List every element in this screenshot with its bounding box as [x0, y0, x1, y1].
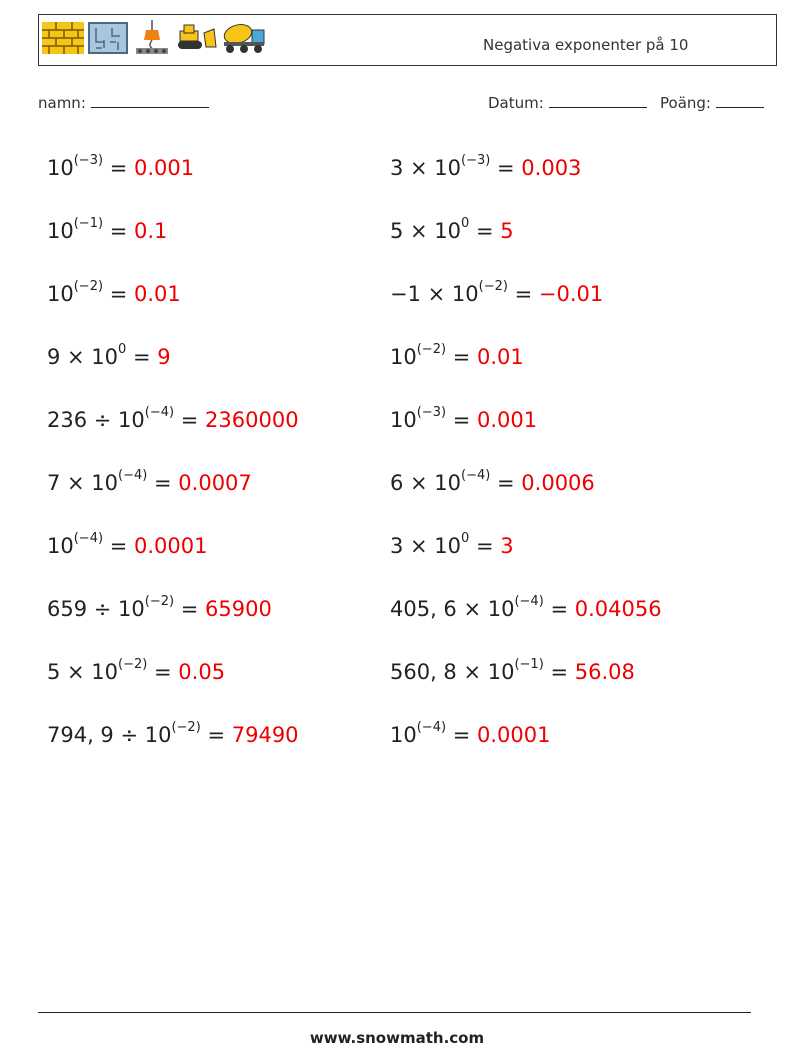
problem-exponent: 0	[461, 531, 470, 546]
problem-answer: −0.01	[538, 282, 604, 306]
problem-exponent: 0	[118, 342, 127, 357]
date-field	[488, 94, 647, 112]
problem-item	[47, 528, 207, 560]
problem-expression: 10	[390, 723, 417, 747]
problem-answer: 3	[500, 534, 514, 558]
equals-sign: =	[543, 660, 575, 684]
problem-expression: 10	[390, 345, 417, 369]
problem-item	[390, 528, 514, 560]
problem-answer: 0.01	[477, 345, 524, 369]
problem-item	[390, 402, 537, 434]
score-line[interactable]	[716, 95, 764, 108]
equals-sign: =	[446, 723, 477, 747]
worksheet-title: Negativa exponenter på 10	[483, 36, 689, 54]
problem-item	[47, 591, 272, 623]
problem-answer: 0.0001	[477, 723, 551, 747]
problem-exponent: (−2)	[478, 279, 508, 294]
problem-item	[390, 339, 524, 371]
footer-site-link[interactable]: www.snowmath.com	[309, 1029, 485, 1047]
problem-exponent: (−3)	[73, 153, 104, 168]
problem-expression: 5 × 10	[47, 660, 119, 684]
problem-expression: 10	[47, 282, 74, 306]
worksheet-header	[38, 14, 777, 66]
problem-item	[390, 717, 550, 749]
equals-sign: =	[126, 345, 158, 369]
problem-expression: 9 × 10	[47, 345, 119, 369]
equals-sign: =	[469, 219, 501, 243]
problem-expression: 10	[47, 534, 74, 558]
problem-item	[47, 402, 299, 434]
problem-expression: 6 × 10	[390, 471, 462, 495]
problem-answer: 0.001	[134, 156, 195, 180]
problem-answer: 0.0001	[134, 534, 208, 558]
problem-expression: 794, 9 ÷ 10	[47, 723, 172, 747]
equals-sign: =	[103, 156, 134, 180]
cement-mixer-icon	[222, 22, 266, 58]
problem-answer: 0.05	[178, 660, 226, 684]
problem-answer: 0.0007	[178, 471, 252, 495]
problem-item	[47, 465, 252, 497]
score-field	[660, 94, 764, 112]
problem-answer: 2360000	[205, 408, 299, 432]
equals-sign: =	[507, 282, 539, 306]
problem-expression: 5 × 10	[390, 219, 462, 243]
problem-expression: 3 × 10	[390, 156, 462, 180]
problem-exponent: (−1)	[514, 657, 544, 672]
problem-item	[390, 591, 662, 623]
problem-item	[47, 150, 194, 182]
problem-answer: 0.003	[521, 156, 582, 180]
equals-sign: =	[200, 723, 232, 747]
bulldozer-icon	[176, 23, 218, 57]
problem-item	[390, 150, 581, 182]
maze-icon	[88, 22, 128, 58]
problem-answer: 56.08	[574, 660, 635, 684]
problem-exponent: (−4)	[416, 720, 447, 735]
problem-item	[390, 276, 603, 308]
problem-exponent: (−2)	[73, 279, 104, 294]
problem-exponent: (−4)	[144, 405, 175, 420]
header-icons	[42, 22, 266, 58]
problem-expression: 405, 6 × 10	[390, 597, 515, 621]
equals-sign: =	[174, 408, 206, 432]
equals-sign: =	[103, 282, 134, 306]
problem-expression: 236 ÷ 10	[47, 408, 145, 432]
name-label: namn:	[38, 94, 86, 112]
equals-sign: =	[103, 534, 134, 558]
problem-exponent: (−2)	[144, 594, 175, 609]
problem-exponent: (−4)	[73, 531, 104, 546]
equals-sign: =	[103, 219, 134, 243]
date-label: Datum:	[488, 94, 544, 112]
equals-sign: =	[543, 597, 575, 621]
equals-sign: =	[174, 597, 206, 621]
problem-expression: 10	[390, 408, 417, 432]
equals-sign: =	[469, 534, 501, 558]
problem-exponent: (−1)	[73, 216, 104, 231]
problem-exponent: (−2)	[171, 720, 201, 735]
problem-item	[47, 213, 167, 245]
problem-item	[47, 276, 181, 308]
problem-answer: 0.0006	[521, 471, 595, 495]
equals-sign: =	[446, 345, 477, 369]
crane-hook-icon	[132, 20, 172, 60]
footer-divider	[38, 1012, 751, 1013]
problem-item	[47, 717, 299, 749]
problem-expression: 659 ÷ 10	[47, 597, 145, 621]
problem-item	[390, 213, 514, 245]
problem-answer: 79490	[231, 723, 299, 747]
problem-exponent: (−4)	[514, 594, 544, 609]
date-line[interactable]	[549, 95, 647, 108]
equals-sign: =	[147, 471, 179, 495]
equals-sign: =	[446, 408, 477, 432]
equals-sign: =	[147, 660, 179, 684]
problem-answer: 0.04056	[574, 597, 662, 621]
problem-expression: 560, 8 × 10	[390, 660, 515, 684]
problem-expression: −1 × 10	[390, 282, 479, 306]
problem-exponent: (−4)	[118, 468, 148, 483]
problem-expression: 3 × 10	[390, 534, 462, 558]
name-line[interactable]	[91, 95, 209, 108]
equals-sign: =	[490, 156, 522, 180]
problem-expression: 10	[47, 219, 74, 243]
problem-expression: 7 × 10	[47, 471, 119, 495]
problem-answer: 0.001	[477, 408, 538, 432]
problem-answer: 9	[157, 345, 171, 369]
problem-answer: 5	[500, 219, 514, 243]
problem-item	[390, 465, 595, 497]
problem-exponent: (−3)	[416, 405, 447, 420]
equals-sign: =	[490, 471, 522, 495]
problem-exponent: (−2)	[416, 342, 447, 357]
problem-answer: 65900	[205, 597, 272, 621]
problem-item	[47, 339, 171, 371]
problem-expression: 10	[47, 156, 74, 180]
name-field	[38, 94, 209, 112]
problem-answer: 0.01	[134, 282, 181, 306]
problem-exponent: (−3)	[461, 153, 491, 168]
problem-item	[390, 654, 635, 686]
problem-answer: 0.1	[134, 219, 168, 243]
brick-wall-icon	[42, 22, 84, 58]
problem-exponent: 0	[461, 216, 470, 231]
problem-item	[47, 654, 225, 686]
problem-exponent: (−4)	[461, 468, 491, 483]
problem-exponent: (−2)	[118, 657, 148, 672]
score-label: Poäng:	[660, 94, 711, 112]
